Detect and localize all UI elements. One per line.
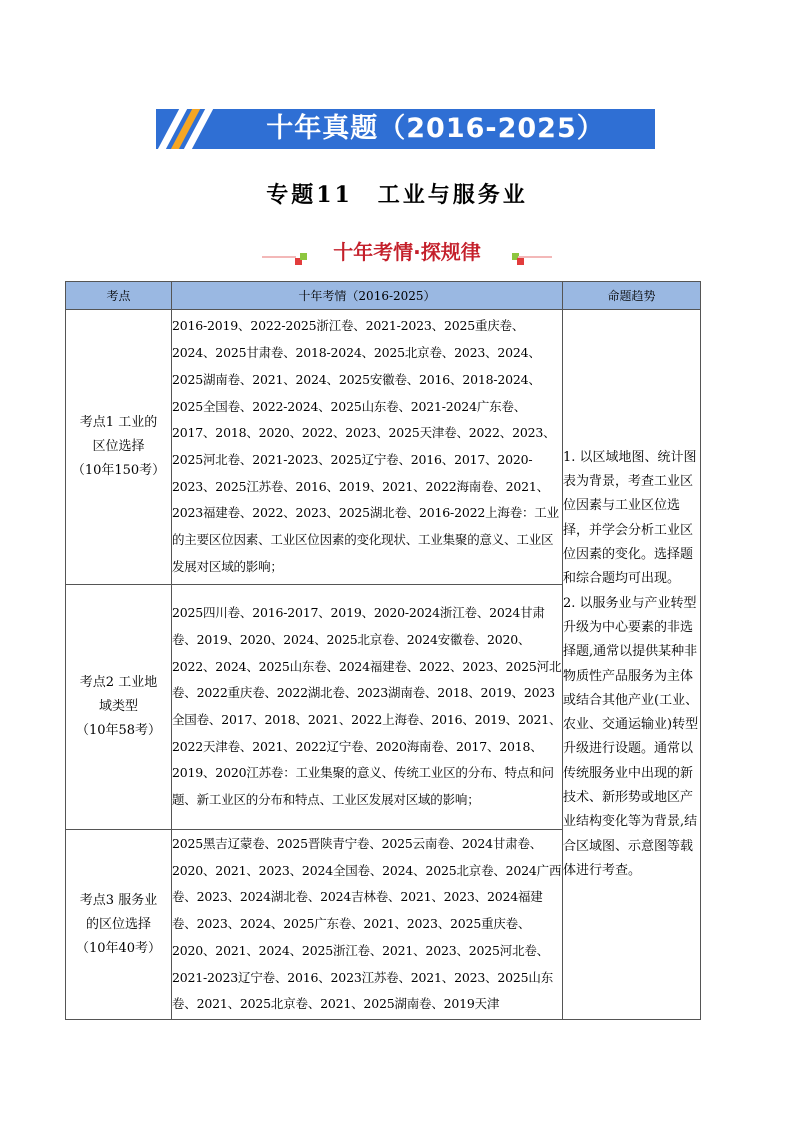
category-cell <box>66 310 172 585</box>
table-row <box>66 310 701 585</box>
title-banner <box>156 109 655 149</box>
trend-cell <box>563 310 701 1020</box>
trend-paragraph: 2. 以服务业与产业转型升级为中心要素的非选择题,通常以提供某种非物质性产品服务为主体或结合其他产业(工业、农业、交通运输业)转型升级进行设题。通常以传统服务业中出现的新技术、新形势或地区产业结构变化等为背景,结合区域图、示意图等载体进行考查。 <box>563 595 699 878</box>
header-kaoqing: 十年考情（2016-2025） <box>172 282 563 310</box>
category-line: 考点3 服务业 <box>79 892 158 908</box>
category-line: 考点2 工业地 <box>79 675 158 690</box>
detail-cell: 2016-2019、2022-2025浙江卷、2021-2023、2025重庆卷、2024、2025甘肃卷、2018-2024、2025北京卷、2023、2024、2025湖南卷、2021、2024、2025安徽卷、2016、2018-2024、2025全国卷、2022-2024、2025山东卷、2021-2024广东卷、2017、2018、2020、2022、2023、2025天津卷、2022、2023、2025河北卷、2021-2023、2025辽宁卷、2016、2017、2020-2023、2025江苏卷、2016、2019、2021、2022海南卷、2021、2023福建卷、2022、2023、2025湖北卷、2016-2022上海卷：工业的主要区位因素、工业区位因素的变化现状、工业集聚的意义、工业区发展对区域的影响； <box>172 310 563 585</box>
category-line: 的区位选择 <box>85 916 151 932</box>
detail-cell: 2025四川卷、2016-2017、2019、2020-2024浙江卷、2024甘肃卷、2019、2020、2024、2025北京卷、2024安徽卷、2020、2022、2024、2025山东卷、2024福建卷、2022、2023、2025河北卷、2022重庆卷、2022湖北卷、2023湖南卷、2018、2019、2023全国卷、2017、2018、2021、2022上海卷、2016、2019、2021、2022天津卷、2021、2022辽宁卷、2020海南卷、2017、2018、2019、2020江苏卷：工业集聚的意义、传统工业区的分布、特点和问题、新工业区的分布和特点、工业区发展对区域的影响； <box>172 585 563 830</box>
category-line: （10年58考） <box>75 723 162 738</box>
category-line: （10年40考） <box>75 940 162 956</box>
category-line: 考点1 工业的 <box>79 415 158 430</box>
table-header-row <box>66 282 701 310</box>
category-line: 域类型 <box>98 699 138 714</box>
category-cell <box>66 830 172 1020</box>
section-divider-left <box>262 256 296 258</box>
header-kaodian: 考点 <box>66 282 172 310</box>
detail-cell <box>172 830 563 1020</box>
exam-analysis-table <box>65 281 701 1020</box>
header-trend: 命题趋势 <box>563 282 701 310</box>
banner-title: 十年真题（2016-2025） <box>266 113 605 144</box>
detail-text: 2025黑吉辽蒙卷、2025晋陕青宁卷、2025云南卷、2024甘肃卷、2020、2021、2023、2024全国卷、2024、2025北京卷、2024广西卷、2023、2024湖北卷、2024吉林卷、2021、2023、2024福建卷、2023、2024、2025广东卷、2021、2023、2025重庆卷、2020、2021、2024、2025浙江卷、2021、2023、2025河北卷、2021-2023辽宁卷、2016、2023江苏卷、2021、2023、2025山东卷、2021、2025北京卷、2021、2025湖南卷、2019天津 <box>172 836 562 1012</box>
trend-paragraph: 1. 以区域地图、统计图表为背景，考查工业区位因素与工业区位选择，并学会分析工业区位因素的变化。选择题和综合题均可出现。 <box>563 449 697 587</box>
section-heading <box>262 236 552 266</box>
section-divider-right <box>518 256 552 258</box>
decor-square <box>517 258 524 265</box>
category-line: 区位选择 <box>92 439 145 454</box>
category-line: （10年150考） <box>71 463 166 478</box>
page-subtitle: 专题11 工业与服务业 <box>266 182 528 208</box>
category-cell <box>66 585 172 830</box>
section-title: 十年考情·探规律 <box>333 240 481 264</box>
